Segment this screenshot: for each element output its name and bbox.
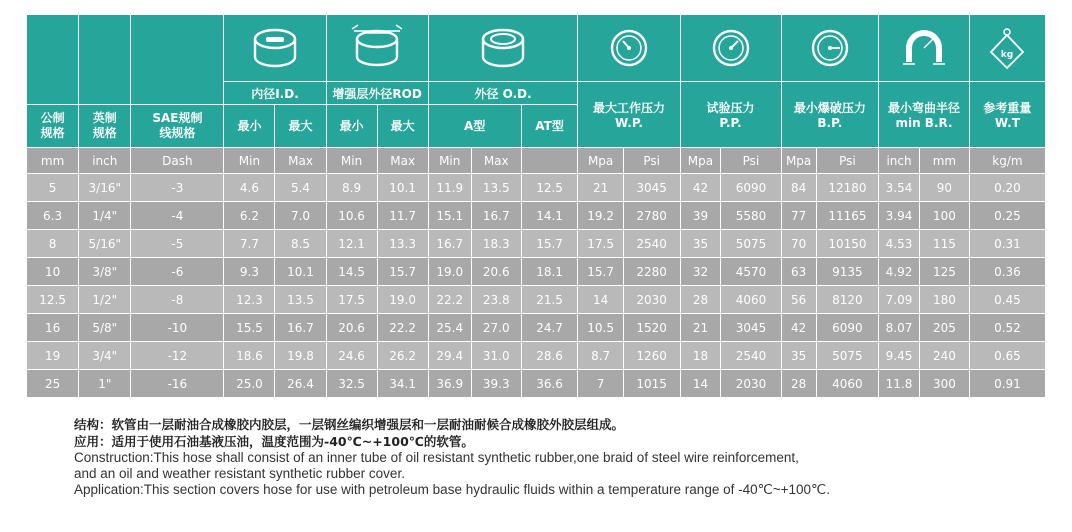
table-row <box>27 286 1046 314</box>
construction-en-cont: and an oil and weather resistant synthetic rubber cover. <box>74 466 405 481</box>
table-cell: -4 <box>131 202 224 230</box>
table-cell: 8.5 <box>275 230 326 258</box>
table-cell: 10150 <box>816 230 878 258</box>
unit-row <box>27 148 1046 174</box>
table-cell: 10.6 <box>326 202 377 230</box>
table-cell: 14.1 <box>521 202 578 230</box>
table-cell: 63 <box>781 258 816 286</box>
test-gauge-icon-cell <box>680 15 781 82</box>
inch-header: 英制 规格 <box>79 105 131 148</box>
table-cell: 31.0 <box>471 342 521 370</box>
table-cell: 12.5 <box>521 174 578 202</box>
table-cell: 18.1 <box>521 258 578 286</box>
table-cell: 11.7 <box>377 202 428 230</box>
table-cell: 10.1 <box>377 174 428 202</box>
table-cell: 18 <box>680 342 721 370</box>
table-cell: 24.6 <box>326 342 377 370</box>
table-cell: 35 <box>781 342 816 370</box>
table-cell: 56 <box>781 286 816 314</box>
wt-header: 参考重量 W.T <box>969 82 1045 148</box>
table-cell: 22.2 <box>428 286 471 314</box>
unit-cell: Psi <box>816 148 878 174</box>
table-cell: 35 <box>680 230 721 258</box>
table-cell: 25.4 <box>428 314 471 342</box>
outer-tube-icon <box>478 25 528 71</box>
table-cell: 12.1 <box>326 230 377 258</box>
table-cell: 7.0 <box>275 202 326 230</box>
table-row <box>27 370 1046 398</box>
table-cell: 15.7 <box>377 258 428 286</box>
table-cell: 10 <box>27 258 79 286</box>
table-cell: 0.20 <box>969 174 1045 202</box>
table-cell: 15.5 <box>224 314 275 342</box>
table-cell: 25 <box>27 370 79 398</box>
table-cell: 13.3 <box>377 230 428 258</box>
table-cell: 4570 <box>721 258 781 286</box>
table-cell: 28 <box>781 370 816 398</box>
svg-text:kg: kg <box>1001 50 1014 60</box>
table-row <box>27 342 1046 370</box>
table-cell: 125 <box>919 258 969 286</box>
unit-cell: Max <box>471 148 521 174</box>
table-cell: 90 <box>919 174 969 202</box>
bp-header: 最小爆破压力 B.P. <box>781 82 879 148</box>
table-cell: 20.6 <box>326 314 377 342</box>
table-cell: 9.3 <box>224 258 275 286</box>
rod-max-header: 最大 <box>377 105 428 148</box>
table-cell: 3.54 <box>879 174 920 202</box>
table-cell: 21.5 <box>521 286 578 314</box>
table-cell: 0.52 <box>969 314 1045 342</box>
table-cell: 0.31 <box>969 230 1045 258</box>
unit-cell: Psi <box>623 148 680 174</box>
table-cell: 26.2 <box>377 342 428 370</box>
table-cell: 16.7 <box>428 230 471 258</box>
table-cell: 7 <box>578 370 623 398</box>
table-cell: 7.09 <box>879 286 920 314</box>
table-cell: 4060 <box>816 370 878 398</box>
table-cell: 77 <box>781 202 816 230</box>
table-cell: 3045 <box>721 314 781 342</box>
braid-icon <box>350 23 404 73</box>
table-cell: 0.91 <box>969 370 1045 398</box>
blank-header <box>27 15 79 105</box>
table-cell: 240 <box>919 342 969 370</box>
tube-icon <box>250 25 300 71</box>
unit-cell: Psi <box>721 148 781 174</box>
table-cell: 84 <box>781 174 816 202</box>
table-cell: 4.53 <box>879 230 920 258</box>
table-row <box>27 174 1046 202</box>
table-cell: 25.0 <box>224 370 275 398</box>
table-cell: 16.7 <box>275 314 326 342</box>
table-cell: 0.36 <box>969 258 1045 286</box>
table-cell: 12180 <box>816 174 878 202</box>
table-cell: 19 <box>27 342 79 370</box>
table-cell: 26.4 <box>275 370 326 398</box>
table-cell: 27.0 <box>471 314 521 342</box>
table-cell: 2540 <box>623 230 680 258</box>
table-cell: 16 <box>27 314 79 342</box>
table-cell: 4.6 <box>224 174 275 202</box>
weight-icon <box>987 26 1027 70</box>
table-cell: 1015 <box>623 370 680 398</box>
table-cell: 5075 <box>816 342 878 370</box>
table-cell: 17.5 <box>578 230 623 258</box>
table-cell: 15.7 <box>578 258 623 286</box>
id-header: 内径I.D. <box>224 82 326 105</box>
table-cell: 18.6 <box>224 342 275 370</box>
a-type-header: A型 <box>428 105 521 148</box>
unit-cell <box>521 148 578 174</box>
table-cell: 11.9 <box>428 174 471 202</box>
table-cell: 10.5 <box>578 314 623 342</box>
table-cell: 14.5 <box>326 258 377 286</box>
table-cell: 2780 <box>623 202 680 230</box>
unit-cell: Max <box>377 148 428 174</box>
table-cell: 1260 <box>623 342 680 370</box>
table-cell: 2030 <box>721 370 781 398</box>
table-cell: 11165 <box>816 202 878 230</box>
table-cell: 2030 <box>623 286 680 314</box>
table-cell: 3/8" <box>79 258 131 286</box>
unit-cell: inch <box>879 148 920 174</box>
at-type-header: AT型 <box>521 105 578 148</box>
table-cell: -3 <box>131 174 224 202</box>
unit-cell: inch <box>79 148 131 174</box>
table-cell: 11.8 <box>879 370 920 398</box>
table-cell: 32.5 <box>326 370 377 398</box>
table-cell: 14 <box>680 370 721 398</box>
table-cell: 8.7 <box>578 342 623 370</box>
table-cell: 6.2 <box>224 202 275 230</box>
table-row <box>27 314 1046 342</box>
outer-tube-icon-cell <box>428 15 578 82</box>
application-en: Application:This section covers hose for use with petroleum base hydraulic fluids within a temperature range of -40℃~+100℃. <box>74 482 830 497</box>
unit-cell: Dash <box>131 148 224 174</box>
application-cn: 应用：适用于使用石油基液压油，温度范围为-40℃~+100℃的软管。 <box>74 434 474 449</box>
table-cell: 28 <box>680 286 721 314</box>
table-cell: 20.6 <box>471 258 521 286</box>
table-cell: 0.45 <box>969 286 1045 314</box>
table-cell: -12 <box>131 342 224 370</box>
table-cell: 3/4" <box>79 342 131 370</box>
table-cell: 10.1 <box>275 258 326 286</box>
test-gauge-icon <box>711 28 751 68</box>
table-cell: 70 <box>781 230 816 258</box>
unit-cell: Max <box>275 148 326 174</box>
table-cell: 8120 <box>816 286 878 314</box>
od-header: 外径 O.D. <box>428 82 578 105</box>
table-cell: -16 <box>131 370 224 398</box>
table-cell: 6.3 <box>27 202 79 230</box>
burst-gauge-icon-cell <box>781 15 879 82</box>
unit-cell: Mpa <box>680 148 721 174</box>
table-cell: 36.6 <box>521 370 578 398</box>
table-cell: 17.5 <box>326 286 377 314</box>
table-cell: 3045 <box>623 174 680 202</box>
notes <box>74 416 1054 498</box>
table-row <box>27 230 1046 258</box>
table-cell: 1" <box>79 370 131 398</box>
table-cell: 8.9 <box>326 174 377 202</box>
table-cell: 7.7 <box>224 230 275 258</box>
table-cell: 9135 <box>816 258 878 286</box>
unit-cell: mm <box>919 148 969 174</box>
unit-cell: Min <box>428 148 471 174</box>
table-cell: 29.4 <box>428 342 471 370</box>
table-cell: 100 <box>919 202 969 230</box>
metric-header: 公制 规格 <box>27 105 79 148</box>
table-cell: 5/16" <box>79 230 131 258</box>
unit-cell: Mpa <box>781 148 816 174</box>
table-cell: 32 <box>680 258 721 286</box>
weight-icon-cell <box>969 15 1045 82</box>
table-cell: 3.94 <box>879 202 920 230</box>
pp-header: 试验压力 P.P. <box>680 82 781 148</box>
unit-cell: Min <box>326 148 377 174</box>
unit-cell: Mpa <box>578 148 623 174</box>
table-cell: 19.2 <box>578 202 623 230</box>
table-cell: 28.6 <box>521 342 578 370</box>
table-cell: 42 <box>680 174 721 202</box>
id-min-header: 最小 <box>224 105 275 148</box>
bend-radius-icon <box>899 28 949 68</box>
table-cell: 21 <box>680 314 721 342</box>
unit-cell: kg/m <box>969 148 1045 174</box>
table-cell: 13.5 <box>275 286 326 314</box>
table-cell: 300 <box>919 370 969 398</box>
sae-header: SAE规制 线规格 <box>131 105 224 148</box>
table-cell: 12.3 <box>224 286 275 314</box>
tube-icon-cell <box>224 15 326 82</box>
braid-icon-cell <box>326 15 428 82</box>
burst-gauge-icon <box>810 28 850 68</box>
table-cell: 2280 <box>623 258 680 286</box>
table-cell: 1520 <box>623 314 680 342</box>
table-cell: 22.2 <box>377 314 428 342</box>
wp-header: 最大工作压力 W.P. <box>578 82 680 148</box>
table-cell: 115 <box>919 230 969 258</box>
table-cell: 14 <box>578 286 623 314</box>
spec-table <box>26 14 1046 398</box>
table-cell: 4060 <box>721 286 781 314</box>
table-cell: 19.0 <box>377 286 428 314</box>
table-cell: 21 <box>578 174 623 202</box>
icon-row <box>27 15 1046 82</box>
table-cell: 4.92 <box>879 258 920 286</box>
table-cell: 0.25 <box>969 202 1045 230</box>
table-cell: 15.1 <box>428 202 471 230</box>
table-cell: 36.9 <box>428 370 471 398</box>
table-cell: 18.3 <box>471 230 521 258</box>
blank-header <box>131 15 224 105</box>
table-cell: 34.1 <box>377 370 428 398</box>
table-cell: 8 <box>27 230 79 258</box>
table-cell: 24.7 <box>521 314 578 342</box>
br-header: 最小弯曲半径 min B.R. <box>879 82 970 148</box>
table-cell: 6090 <box>816 314 878 342</box>
pressure-gauge-icon-cell <box>578 15 680 82</box>
table-cell: 5580 <box>721 202 781 230</box>
rod-header: 增强层外径ROD <box>326 82 428 105</box>
table-row <box>27 202 1046 230</box>
table-cell: 5075 <box>721 230 781 258</box>
table-cell: 5/8" <box>79 314 131 342</box>
table-cell: 12.5 <box>27 286 79 314</box>
unit-cell: Min <box>224 148 275 174</box>
table-cell: 0.65 <box>969 342 1045 370</box>
table-cell: -10 <box>131 314 224 342</box>
rod-min-header: 最小 <box>326 105 377 148</box>
construction-cn: 结构：软管由一层耐油合成橡胶内胶层，一层钢丝编织增强层和一层耐油耐候合成橡胶外胶层组成。 <box>74 417 625 432</box>
table-cell: 15.7 <box>521 230 578 258</box>
table-cell: 9.45 <box>879 342 920 370</box>
table-cell: 2540 <box>721 342 781 370</box>
blank-header <box>79 15 131 105</box>
table-cell: 23.8 <box>471 286 521 314</box>
pressure-gauge-icon <box>609 28 649 68</box>
table-cell: 39 <box>680 202 721 230</box>
table-cell: -6 <box>131 258 224 286</box>
table-cell: 16.7 <box>471 202 521 230</box>
table-cell: 42 <box>781 314 816 342</box>
table-cell: 205 <box>919 314 969 342</box>
table-cell: 39.3 <box>471 370 521 398</box>
unit-cell: mm <box>27 148 79 174</box>
table-cell: 19.0 <box>428 258 471 286</box>
table-cell: 8.07 <box>879 314 920 342</box>
table-row <box>27 258 1046 286</box>
table-cell: 180 <box>919 286 969 314</box>
table-cell: -5 <box>131 230 224 258</box>
id-max-header: 最大 <box>275 105 326 148</box>
table-cell: 1/4" <box>79 202 131 230</box>
table-cell: 13.5 <box>471 174 521 202</box>
table-cell: 3/16" <box>79 174 131 202</box>
table-cell: 6090 <box>721 174 781 202</box>
table-cell: -8 <box>131 286 224 314</box>
table-cell: 1/2" <box>79 286 131 314</box>
table-cell: 5.4 <box>275 174 326 202</box>
construction-en: Construction:This hose shall consist of an inner tube of oil resistant synthetic rubber,one braid of steel wire reinforcement, <box>74 450 799 465</box>
table-cell: 19.8 <box>275 342 326 370</box>
bend-radius-icon-cell <box>879 15 970 82</box>
table-cell: 5 <box>27 174 79 202</box>
